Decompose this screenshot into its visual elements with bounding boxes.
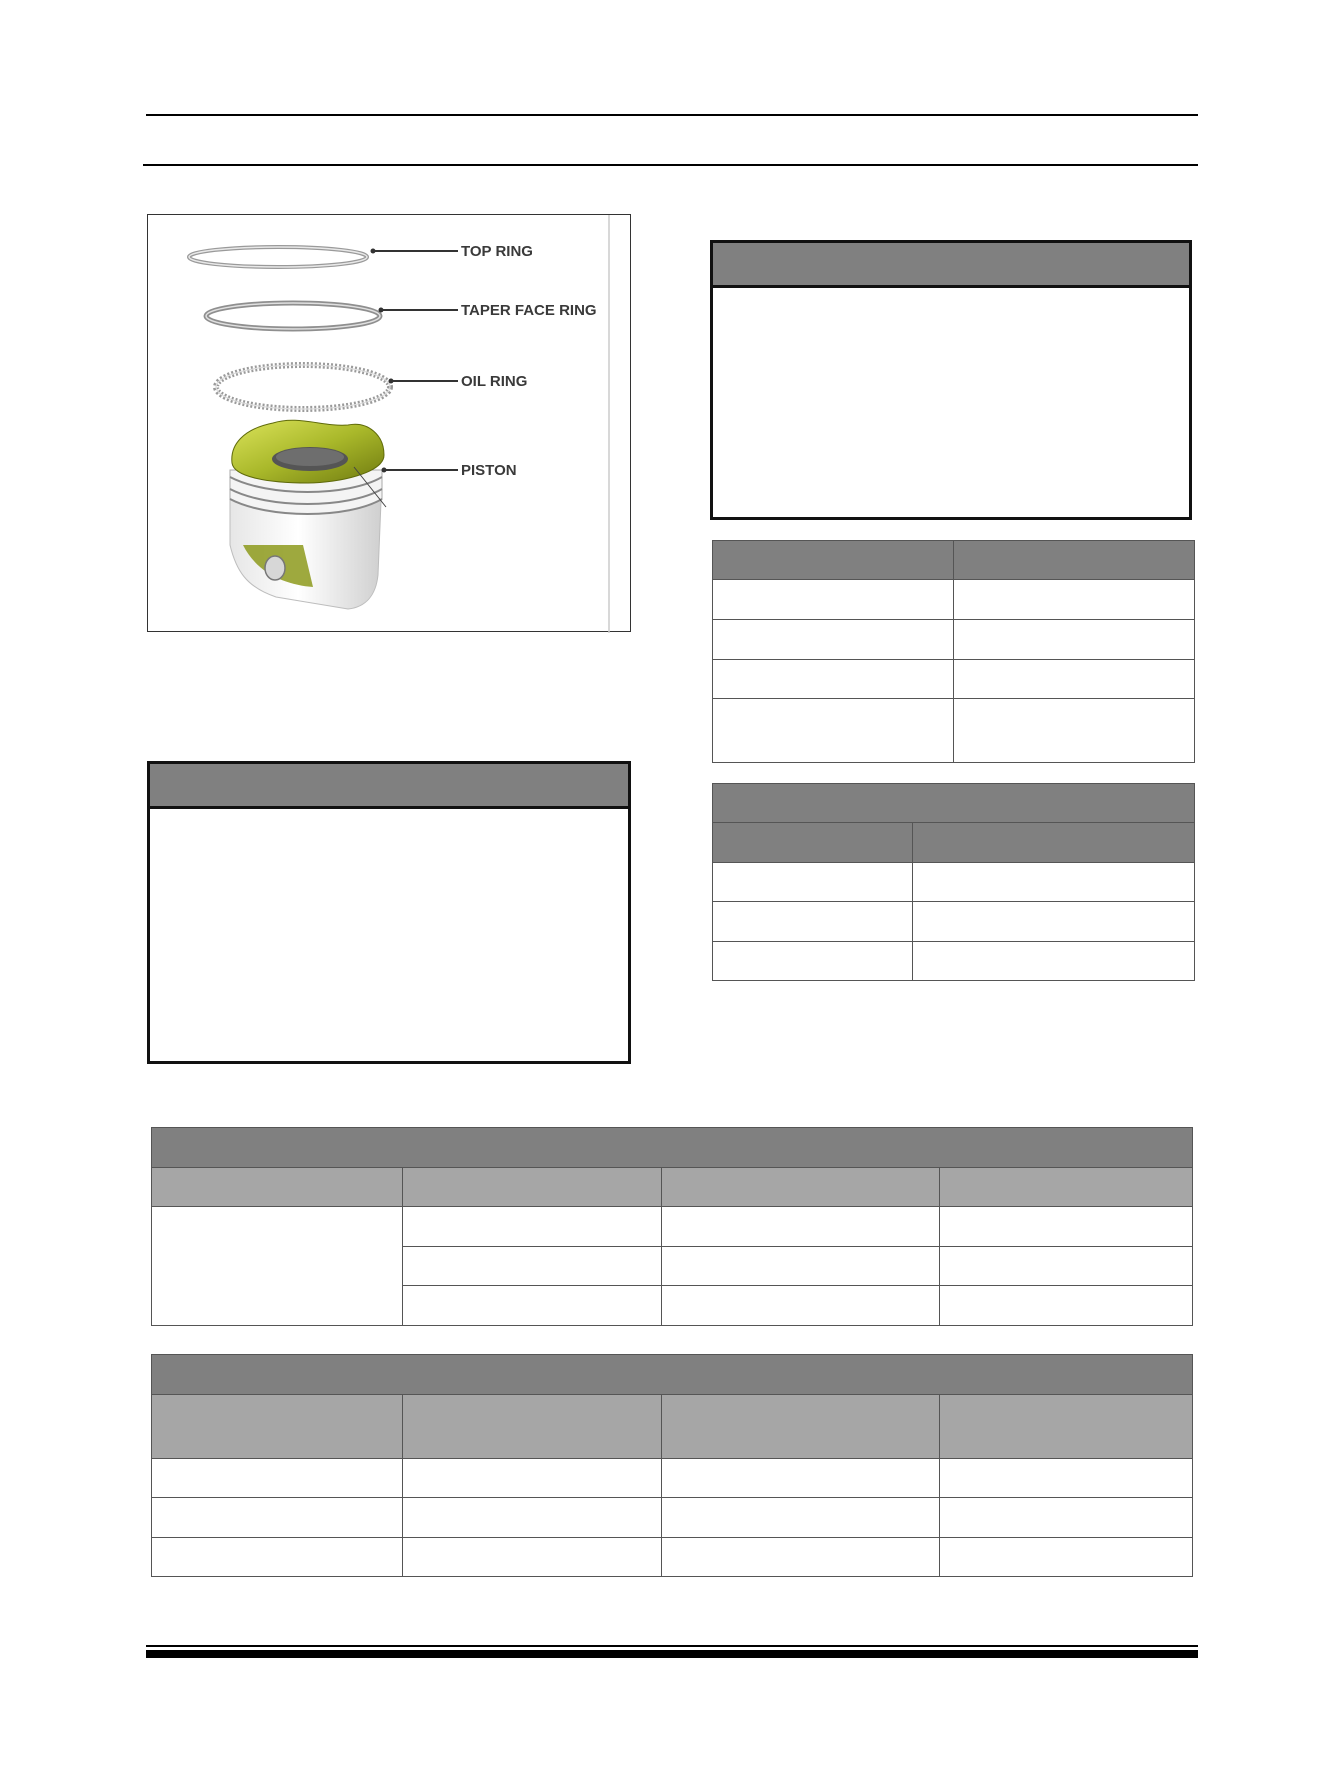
taper-face-ring-label: TAPER FACE RING <box>461 302 597 319</box>
note-panel-left-header <box>150 764 628 809</box>
table-title-cell <box>713 784 1195 823</box>
table-header-cell <box>662 1168 940 1207</box>
table-cell <box>713 863 913 902</box>
footer-rule-thin <box>146 1645 1198 1647</box>
table-cell <box>662 1538 940 1577</box>
piston-diagram <box>148 215 632 633</box>
table-header-cell <box>152 1168 403 1207</box>
table-cell <box>403 1207 662 1247</box>
table-cell <box>152 1207 403 1326</box>
table-header-cell <box>403 1168 662 1207</box>
table-cell <box>940 1247 1193 1286</box>
table-cell <box>152 1459 403 1498</box>
table-cell <box>662 1459 940 1498</box>
note-panel-left <box>147 761 631 1064</box>
table-header-cell <box>152 1395 403 1459</box>
table-cell <box>403 1286 662 1326</box>
table-cell <box>954 580 1195 620</box>
table-cell <box>713 580 954 620</box>
table-cell <box>954 620 1195 660</box>
spec-table-1 <box>712 540 1195 763</box>
table-header-cell <box>713 541 954 580</box>
spec-table-4 <box>151 1354 1193 1577</box>
table-cell <box>713 660 954 699</box>
table-header-cell <box>940 1395 1193 1459</box>
table-cell <box>403 1498 662 1538</box>
table-cell <box>403 1459 662 1498</box>
oil-ring-label: OIL RING <box>461 373 528 390</box>
spec-table-3 <box>151 1127 1193 1326</box>
footer-rule-thick <box>146 1650 1198 1658</box>
table-header-cell <box>713 823 913 863</box>
table-cell <box>940 1498 1193 1538</box>
table-header-cell <box>940 1168 1193 1207</box>
table-cell <box>940 1207 1193 1247</box>
table-cell <box>713 699 954 763</box>
piston-shape <box>230 420 386 609</box>
table-cell <box>940 1459 1193 1498</box>
spec-table-2 <box>712 783 1195 981</box>
table-cell <box>662 1207 940 1247</box>
table-cell <box>954 699 1195 763</box>
table-cell <box>403 1538 662 1577</box>
table-cell <box>662 1498 940 1538</box>
piston-ring-figure <box>147 214 631 632</box>
table-cell <box>662 1286 940 1326</box>
table-cell <box>913 902 1195 942</box>
table-cell <box>403 1247 662 1286</box>
table-cell <box>954 660 1195 699</box>
piston-label: PISTON <box>461 462 517 479</box>
table-cell <box>662 1247 940 1286</box>
table-cell <box>913 942 1195 981</box>
table-header-cell <box>954 541 1195 580</box>
table-title-cell <box>152 1355 1193 1395</box>
table-cell <box>913 863 1195 902</box>
note-panel-right-header <box>713 243 1189 288</box>
table-cell <box>152 1498 403 1538</box>
header-rule-bottom <box>143 164 1198 166</box>
table-cell <box>713 620 954 660</box>
table-header-cell <box>662 1395 940 1459</box>
table-header-cell <box>403 1395 662 1459</box>
table-header-cell <box>913 823 1195 863</box>
table-title-cell <box>152 1128 1193 1168</box>
table-cell <box>940 1538 1193 1577</box>
table-cell <box>713 902 913 942</box>
table-cell <box>940 1286 1193 1326</box>
table-cell <box>713 942 913 981</box>
note-panel-right <box>710 240 1192 520</box>
top-ring-label: TOP RING <box>461 243 533 260</box>
header-rule-top <box>146 114 1198 116</box>
table-cell <box>152 1538 403 1577</box>
